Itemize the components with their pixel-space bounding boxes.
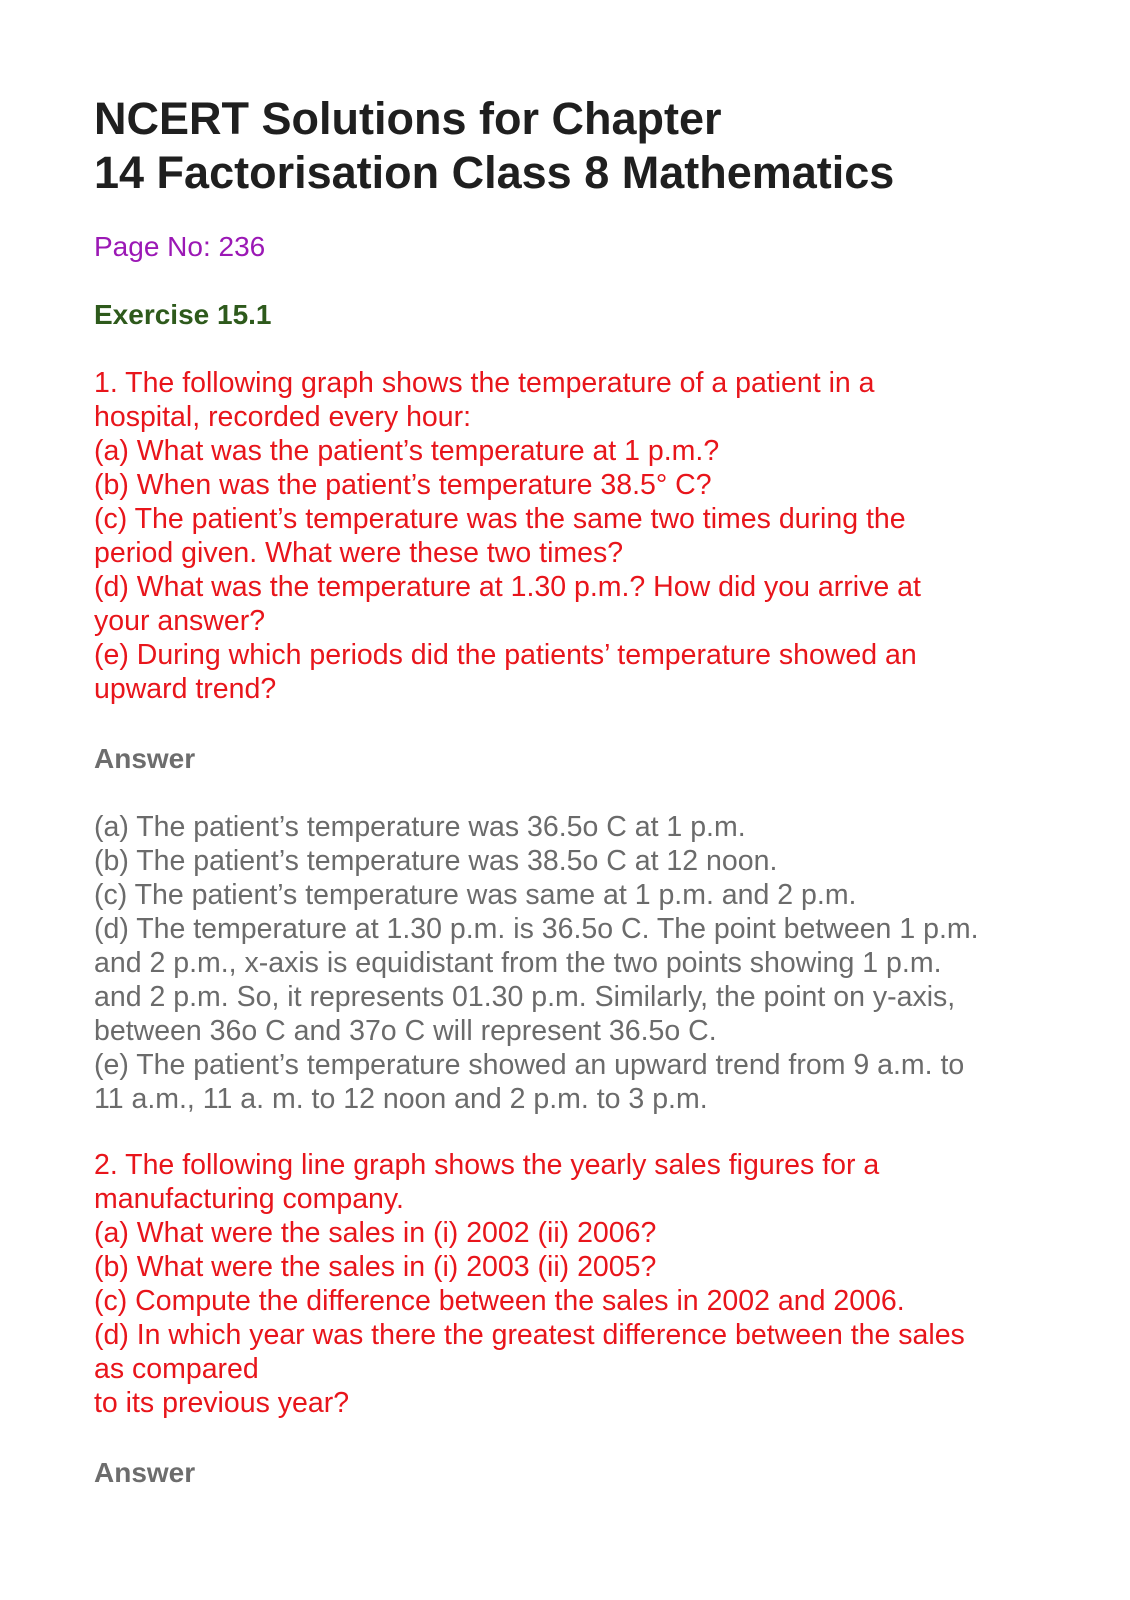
question-1-line: (a) What was the patient’s temperature at 1 p.m.? — [94, 435, 720, 467]
answer-2-heading: Answer — [94, 1457, 196, 1488]
question-1-line: upward trend? — [94, 673, 277, 705]
question-2-line: manufacturing company. — [94, 1183, 404, 1215]
question-2-line: (a) What were the sales in (i) 2002 (ii) 2006? — [94, 1217, 657, 1249]
answer-1-line: (c) The patient’s temperature was same at 1 p.m. and 2 p.m. — [94, 879, 857, 911]
question-2-line: (c) Compute the difference between the sales in 2002 and 2006. — [94, 1285, 905, 1317]
answer-1-line: and 2 p.m., x-axis is equidistant from the two points showing 1 p.m. — [94, 947, 942, 979]
question-2-line: 2. The following line graph shows the yearly sales figures for a — [94, 1149, 880, 1181]
question-1-line: 1. The following graph shows the temperature of a patient in a — [94, 367, 875, 399]
answer-1-line: (b) The patient’s temperature was 38.5o C at 12 noon. — [94, 845, 778, 877]
answer-1-line: and 2 p.m. So, it represents 01.30 p.m. Similarly, the point on y-axis, — [94, 981, 956, 1013]
page-title-line-2: 14 Factorisation Class 8 Mathematics — [94, 147, 895, 198]
question-1-line: your answer? — [94, 605, 266, 637]
document-page — [94, 92, 1054, 1490]
question-1-line: (e) During which periods did the patients’ temperature showed an — [94, 639, 917, 671]
question-2-line: to its previous year? — [94, 1387, 350, 1419]
page-number: Page No: 236 — [94, 231, 266, 262]
answer-1-line: (a) The patient’s temperature was 36.5o C at 1 p.m. — [94, 811, 746, 843]
question-1-line: hospital, recorded every hour: — [94, 401, 472, 433]
answer-1-line: 11 a.m., 11 a. m. to 12 noon and 2 p.m. to 3 p.m. — [94, 1083, 708, 1115]
question-1 — [94, 366, 1054, 706]
question-2-line: (d) In which year was there the greatest difference between the sales — [94, 1319, 965, 1351]
answer-1-line: between 36o C and 37o C will represent 36.5o C. — [94, 1015, 717, 1047]
question-1-line: (b) When was the patient’s temperature 38.5° C? — [94, 469, 712, 501]
question-2-line: (b) What were the sales in (i) 2003 (ii) 2005? — [94, 1251, 657, 1283]
answer-1-line: (e) The patient’s temperature showed an upward trend from 9 a.m. to — [94, 1049, 965, 1081]
answer-1-line: (d) The temperature at 1.30 p.m. is 36.5o C. The point between 1 p.m. — [94, 913, 979, 945]
answer-1-body — [94, 810, 1054, 1116]
question-2-line: as compared — [94, 1353, 259, 1385]
question-1-line: (d) What was the temperature at 1.30 p.m.? How did you arrive at — [94, 571, 921, 603]
question-1-line: (c) The patient’s temperature was the same two times during the — [94, 503, 906, 535]
page-title-line-1: NCERT Solutions for Chapter — [94, 93, 722, 144]
question-1-line: period given. What were these two times? — [94, 537, 624, 569]
question-2 — [94, 1148, 1054, 1420]
page-title — [94, 92, 1054, 200]
exercise-heading: Exercise 15.1 — [94, 299, 272, 330]
answer-1-heading: Answer — [94, 743, 196, 774]
